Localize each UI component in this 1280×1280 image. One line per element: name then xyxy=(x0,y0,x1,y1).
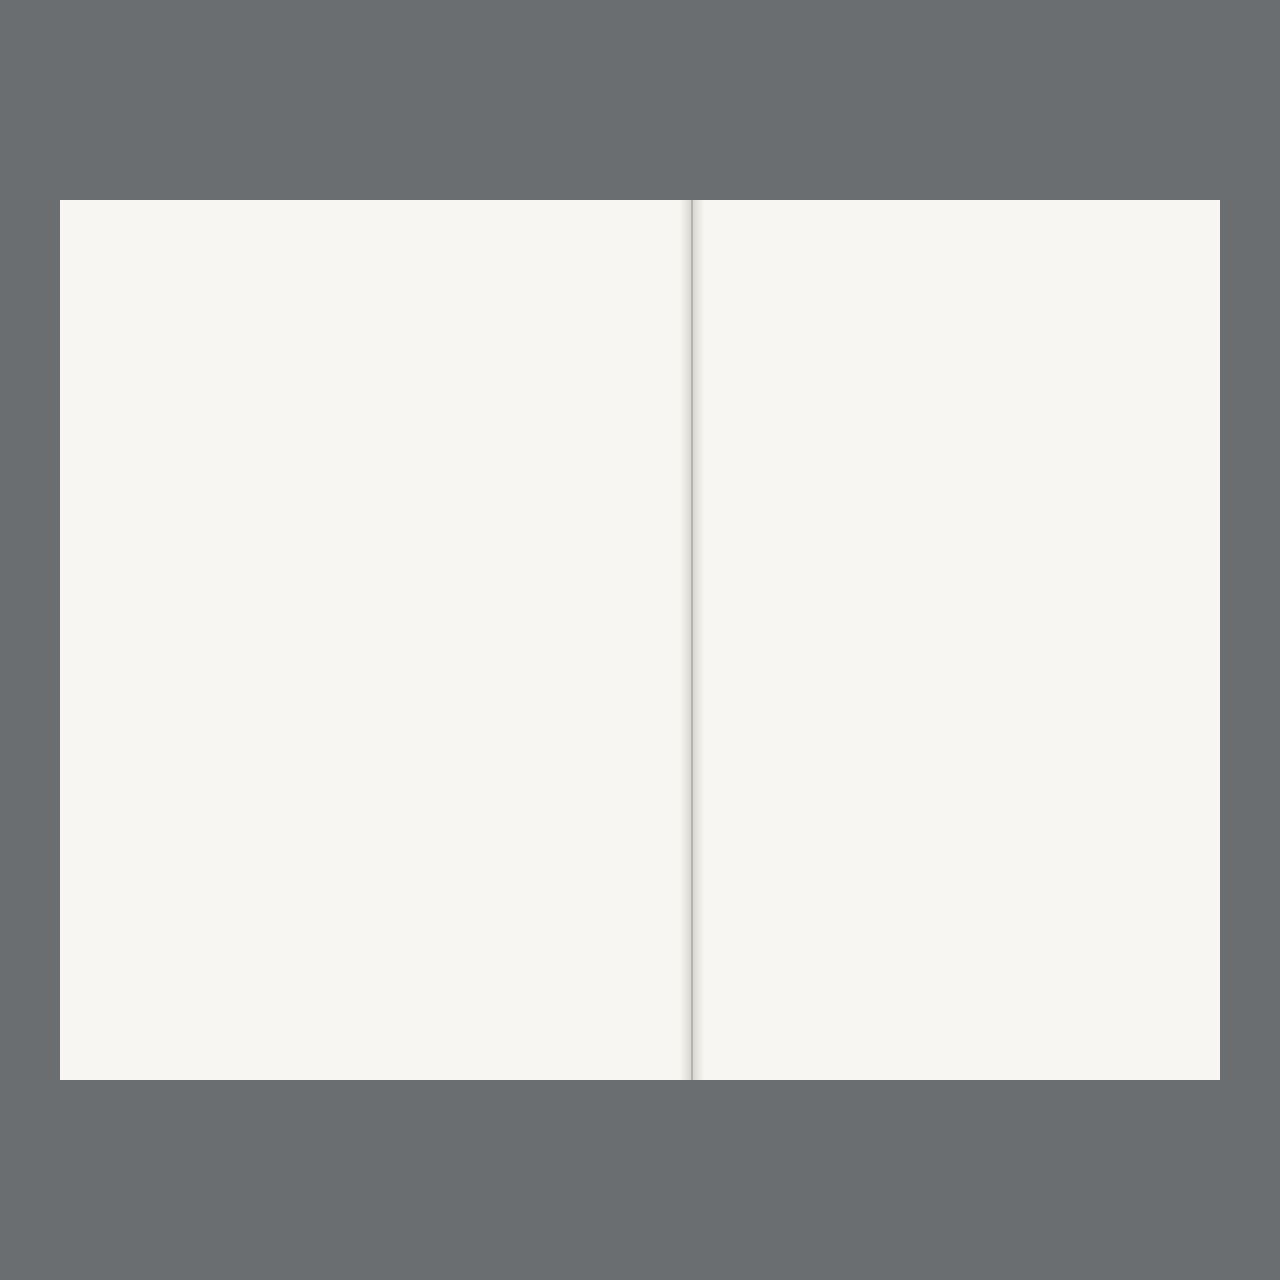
book-spread xyxy=(60,200,1220,1080)
book-gutter xyxy=(680,200,704,1080)
